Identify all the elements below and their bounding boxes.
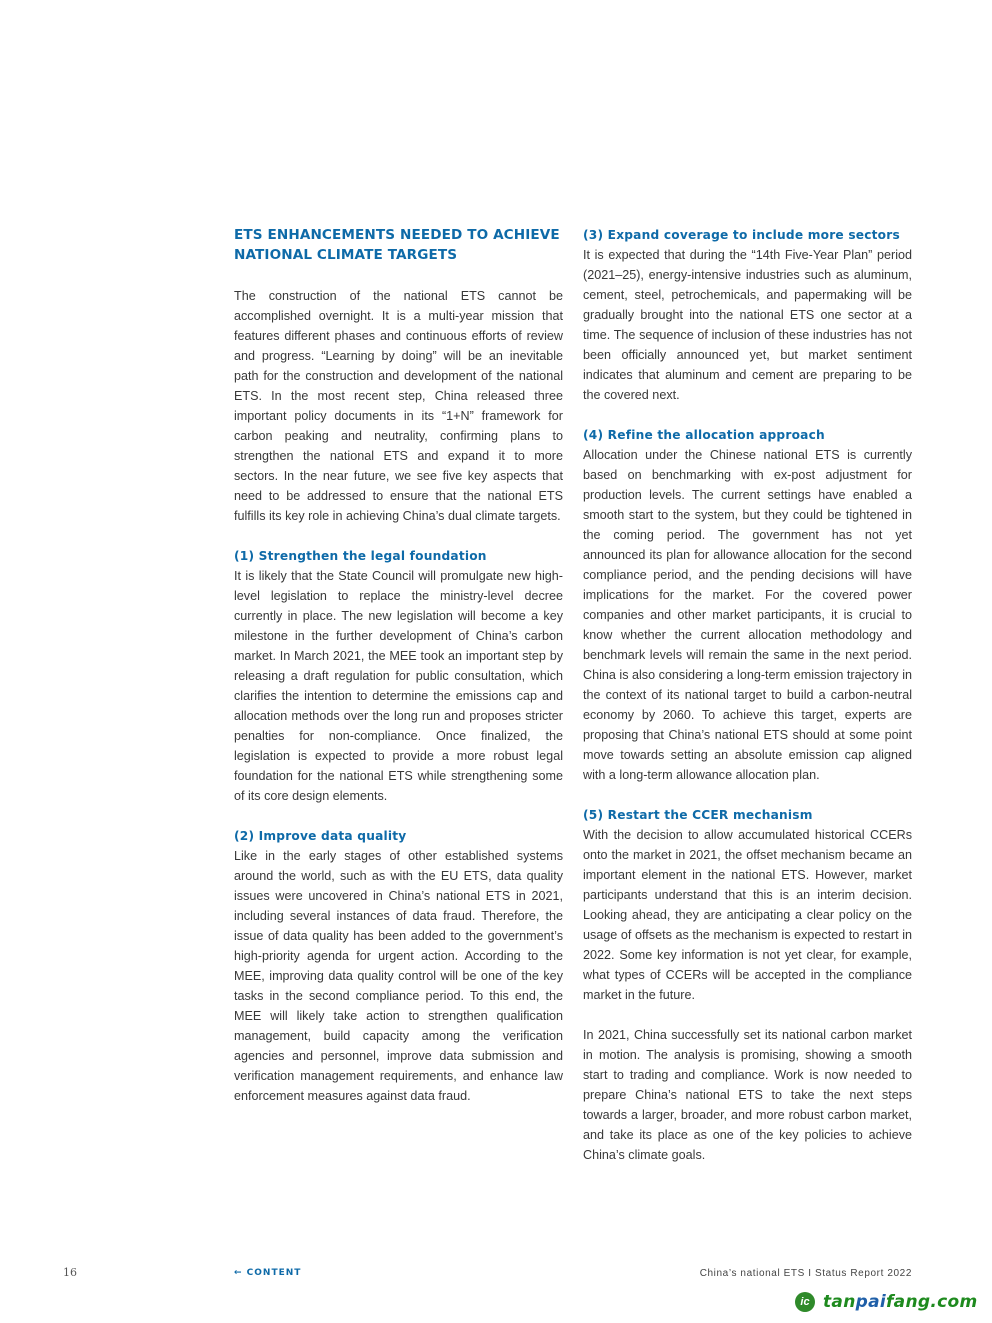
section-heading: (4) Refine the allocation approach bbox=[583, 428, 825, 442]
section-ccer bbox=[583, 805, 912, 1005]
content-link[interactable]: ← CONTENT bbox=[234, 1268, 302, 1278]
section-heading: (2) Improve data quality bbox=[234, 829, 407, 843]
watermark-text-a: tan bbox=[823, 1292, 856, 1312]
section-allocation bbox=[583, 425, 912, 785]
watermark-text bbox=[823, 1292, 977, 1312]
tanpaifang-logo-icon: ic bbox=[795, 1292, 815, 1312]
watermark-text-b: pai bbox=[855, 1292, 886, 1312]
watermark-text-c: fang.com bbox=[885, 1292, 978, 1312]
page-title: ETS ENHANCEMENTS NEEDED TO ACHIEVE NATIONAL CLIMATE TARGETS bbox=[234, 227, 560, 263]
report-title: China’s national ETS I Status Report 2022 bbox=[699, 1268, 912, 1279]
section-heading: (1) Strengthen the legal foundation bbox=[234, 549, 487, 563]
section-body: Like in the early stages of other established systems around the world, such as with the EU ETS, data quality issues were uncovered in China’s national ETS in 2021, including several instances of data fraud. Therefore, the issue of data quality has been added to the government’s high-priority agenda for urgent action. According to the MEE, improving data quality control will be one of the key tasks in the second compliance period. To this end, the MEE will likely take action to strengthen qualification management, build capacity among the verification agencies and personnel, improve data submission and verification management requirements, and enhance law enforcement measures against data fraud. bbox=[234, 849, 563, 1103]
section-heading: (5) Restart the CCER mechanism bbox=[583, 808, 813, 822]
conclusion-section bbox=[583, 1025, 912, 1165]
section-legal-foundation bbox=[234, 546, 563, 806]
conclusion-paragraph: In 2021, China successfully set its national carbon market in motion. The analysis is promising, showing a smooth start to trading and compliance. Work is now needed to prepare China’s national ETS to take the next steps towards a larger, broader, and more robust carbon market, and take its place as one of the key policies to achieve China’s climate goals. bbox=[583, 1028, 912, 1162]
page-number: 16 bbox=[63, 1266, 77, 1279]
section-expand-coverage bbox=[583, 225, 912, 405]
section-body: It is expected that during the “14th Five-Year Plan” period (2021–25), energy-intensive industries such as aluminum, cement, steel, petrochemicals, and papermaking will be gradually brought into the national ETS one sector at a time. The sequence of inclusion of these industries has not been officially announced yet, but market sentiment indicates that aluminum and cement are preparing to be the covered next. bbox=[583, 248, 912, 402]
intro-section bbox=[234, 286, 563, 526]
watermark bbox=[795, 1292, 977, 1312]
intro-paragraph: The construction of the national ETS cannot be accomplished overnight. It is a multi-year mission that features different phases and continuous efforts of review and progress. “Learning by doing” will be an inevitable path for the construction and development of the national ETS. In the most recent step, China released three important policy documents in its “1+N” framework for carbon peaking and neutrality, confirming plans to strengthen the national ETS and expand it to more sectors. In the near future, we see five key aspects that need to be addressed to ensure that the national ETS fulfills its key role in achieving China’s dual climate targets. bbox=[234, 289, 563, 523]
section-body: Allocation under the Chinese national ETS is currently based on benchmarking with ex-post adjustment for production levels. The current settings have enabled a smooth start to the system, but they could be tightened in the coming period. The government has not yet announced its plan for allowance allocation for the second compliance period, and the pending decisions will have implications for the market. For the covered power companies and other market participants, it is crucial to know whether the current allocation methodology and benchmark levels will remain the same in the next period. China is also considering a long-term emission trajectory in the context of its national target to build a carbon-neutral economy by 2060. To achieve this target, experts are proposing that China’s national ETS should at some point move towards setting an absolute emission cap aligned with a long-term allowance allocation plan. bbox=[583, 448, 912, 782]
right-column bbox=[583, 225, 912, 1185]
section-heading: (3) Expand coverage to include more sectors bbox=[583, 228, 900, 242]
section-body: It is likely that the State Council will promulgate new high-level legislation to replace the ministry-level decree currently in place. The new legislation will become a key milestone in the further development of China’s carbon market. In March 2021, the MEE took an important step by releasing a draft regulation for public consultation, which clarifies the intention to determine the emissions cap and allocation methods over the long run and proposes stricter penalties for non-compliance. Once finalized, the legislation is expected to provide a more robust legal foundation for the national ETS while strengthening some of its core design elements. bbox=[234, 569, 563, 803]
left-column bbox=[234, 225, 563, 1126]
section-body: With the decision to allow accumulated historical CCERs onto the market in 2021, the offset mechanism became an important element in the national ETS. However, market participants understand that this is an interim decision. Looking ahead, they are anticipating a clear policy on the usage of offsets as the mechanism is expected to restart in 2022. Some key information is not yet clear, for example, what types of CCERs will be accepted in the compliance market in the future. bbox=[583, 828, 912, 1002]
section-data-quality bbox=[234, 826, 563, 1106]
